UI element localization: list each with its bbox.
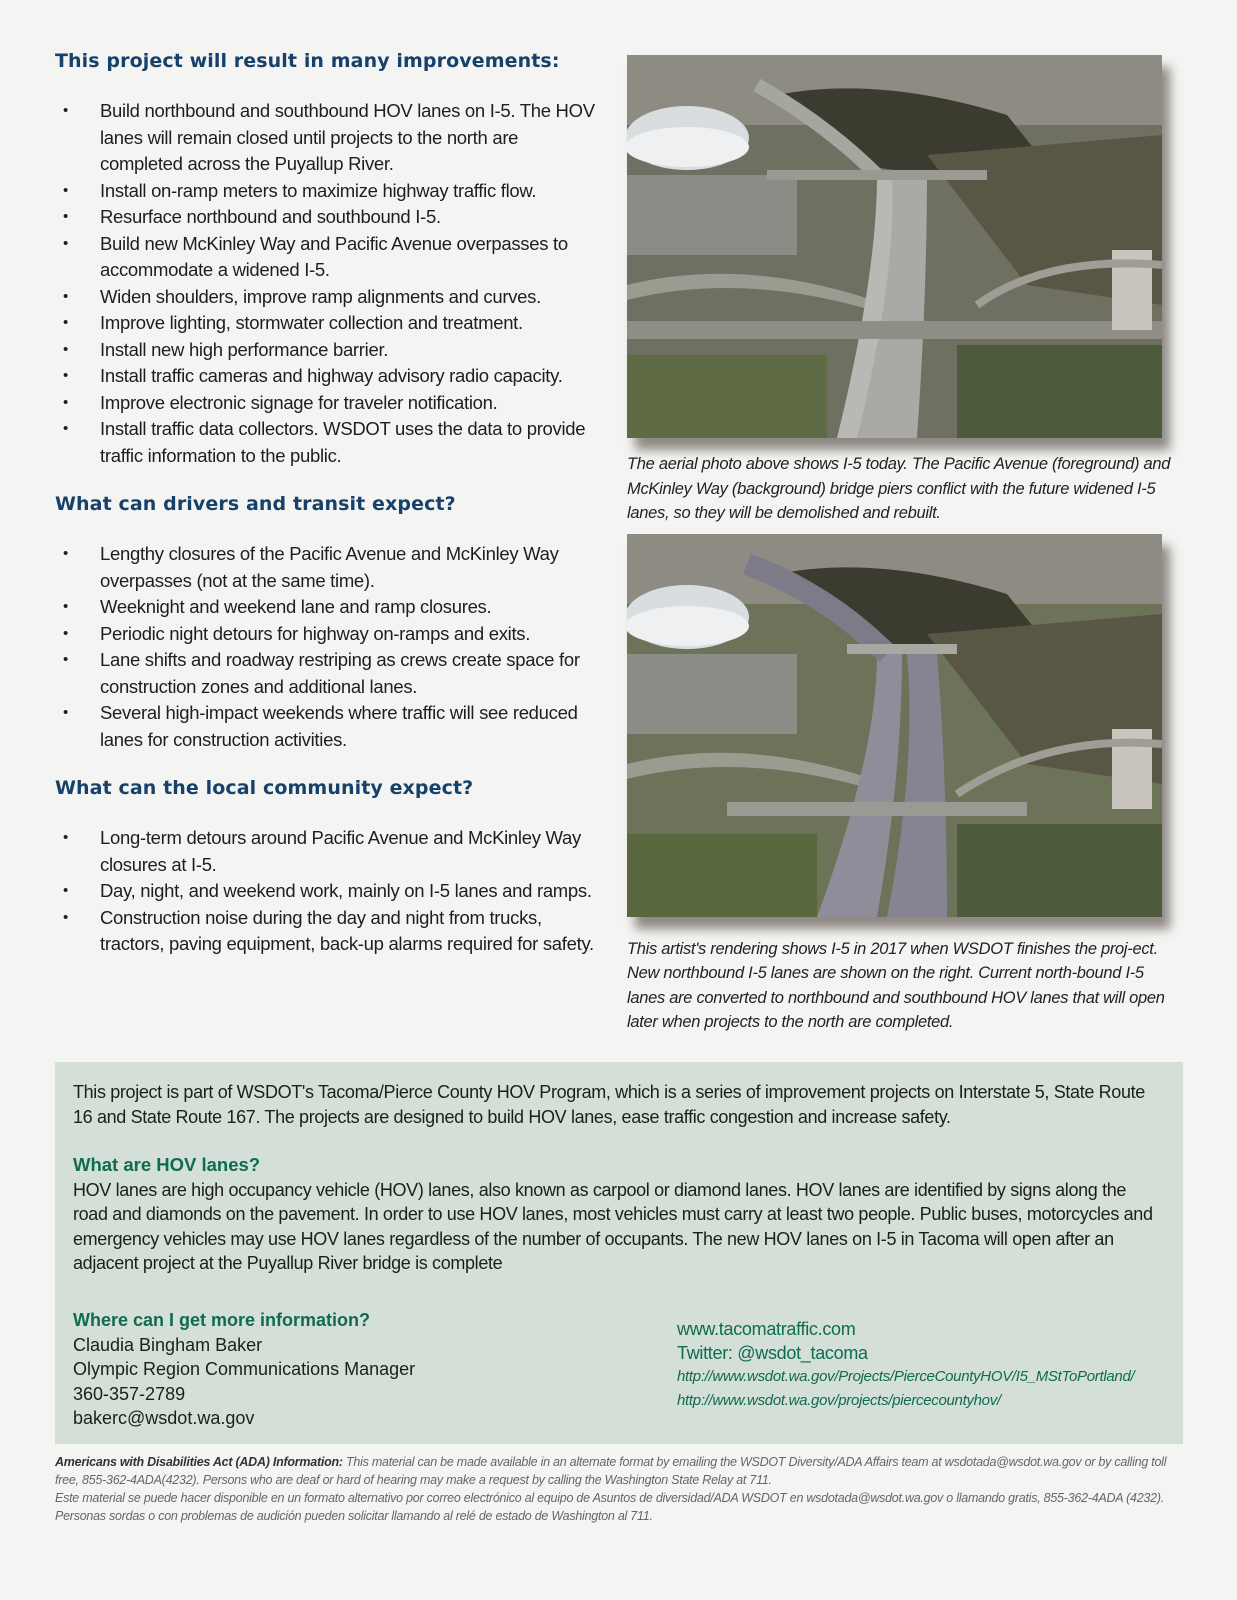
- list-item: • Lengthy closures of the Pacific Avenue and McKinley Way overpasses (not at the same time).: [55, 541, 600, 594]
- community-section: [55, 777, 600, 958]
- community-list: [55, 825, 600, 958]
- hov-lanes-heading: What are HOV lanes?: [73, 1154, 261, 1175]
- contact-email[interactable]: bakerc@wsdot.wa.gov: [73, 1408, 255, 1428]
- community-heading: What can the local community expect?: [55, 777, 474, 799]
- program-intro: This project is part of WSDOT's Tacoma/Pierce County HOV Program, which is a series of improvement projects on Interstate 5, State Route 16 and State Route 167. The projects are designed to build HOV lanes, ease traffic congestion and increase safety.: [73, 1082, 1145, 1127]
- list-item: • Resurface northbound and southbound I-5.: [55, 204, 600, 231]
- aerial-photo-today: [627, 55, 1162, 438]
- links-block: [677, 1317, 1134, 1413]
- hov-program-infobox: [55, 1062, 1183, 1444]
- drivers-heading: What can drivers and transit expect?: [55, 493, 456, 515]
- list-item: • Install on-ramp meters to maximize highway traffic flow.: [55, 178, 600, 205]
- list-item: • Install traffic data collectors. WSDOT uses the data to provide traffic information to the public.: [55, 416, 600, 469]
- photo-caption-rendering: This artist's rendering shows I-5 in 2017 when WSDOT finishes the proj-ect. New northbound I-5 lanes are shown on the right. Current north-bound I-5 lanes are converted to northbound and southbound HOV lanes that will open later when projects to the north are completed.: [627, 939, 1165, 1031]
- contact-block: [73, 1308, 415, 1431]
- list-item: • Lane shifts and roadway restriping as crews create space for construction zones and additional lanes.: [55, 647, 600, 700]
- hov-lanes-text: HOV lanes are high occupancy vehicle (HOV) lanes, also known as carpool or diamond lanes. HOV lanes are identified by signs along the road and diamonds on the pavement. In order to use HOV lanes, most vehicles must carry at least two people. Public buses, motorcycles and emergency vehicles may use HOV lanes regardless of the number of occupants. The new HOV lanes on I-5 in Tacoma will open after an adjacent project at the Puyallup River bridge is complete: [73, 1179, 1153, 1273]
- improvements-heading: This project will result in many improvements:: [55, 50, 560, 72]
- list-item: • Widen shoulders, improve ramp alignments and curves.: [55, 284, 600, 311]
- list-item: • Improve electronic signage for traveler notification.: [55, 390, 600, 417]
- project-url-link[interactable]: http://www.wsdot.wa.gov/Projects/PierceCountyHOV/I5_MStToPortland/: [677, 1368, 1135, 1385]
- ada-spanish: Este material se puede hacer disponible en un formato alternativo por correo electrónico al equipo de Asuntos de diversidad/ADA WSDOT en wsdotada@wsdot.wa.gov o llamando gratis, 855-362-4ADA (4232). Personas sordas o con problemas de audición pueden solicitar llamando al relé de estado de Washington al 711.: [55, 1491, 1164, 1523]
- list-item: • Install traffic cameras and highway advisory radio capacity.: [55, 363, 600, 390]
- list-item: • Long-term detours around Pacific Avenue and McKinley Way closures at I-5.: [55, 825, 600, 878]
- twitter-link[interactable]: Twitter: @wsdot_tacoma: [677, 1343, 868, 1363]
- contact-title: Olympic Region Communications Manager: [73, 1359, 416, 1379]
- rendering-photo-image: [627, 534, 1162, 917]
- list-item: • Day, night, and weekend work, mainly on I-5 lanes and ramps.: [55, 878, 600, 905]
- list-item: • Several high-impact weekends where traffic will see reduced lanes for construction activities.: [55, 700, 600, 753]
- list-item: • Weeknight and weekend lane and ramp closures.: [55, 594, 600, 621]
- ada-english-text: This material can be made available in an alternate format by emailing the WSDOT Diversity/ADA Affairs team at wsdotada@wsdot.wa.gov or by calling toll free, 855-362-4ADA(4232). Persons who are deaf or hard of hearing may make a request by calling the Washington State Relay at 711.: [55, 1455, 1167, 1487]
- list-item: • Improve lighting, stormwater collection and treatment.: [55, 310, 600, 337]
- aerial-photo-image: [627, 55, 1162, 438]
- photo-caption-today: The aerial photo above shows I-5 today. The Pacific Avenue (foreground) and McKinley Way (background) bridge piers conflict with the future widened I-5 lanes, so they will be demolished and rebuilt.: [627, 455, 1171, 522]
- list-item: • Install new high performance barrier.: [55, 337, 600, 364]
- website-link[interactable]: www.tacomatraffic.com: [677, 1319, 856, 1339]
- list-item: • Periodic night detours for highway on-ramps and exits.: [55, 621, 600, 648]
- right-column: [627, 55, 1172, 1035]
- program-url-link[interactable]: http://www.wsdot.wa.gov/projects/piercecountyhov/: [677, 1392, 1001, 1409]
- contact-name: Claudia Bingham Baker: [73, 1334, 263, 1355]
- contact-phone[interactable]: 360-357-2789: [73, 1383, 186, 1404]
- drivers-section: [55, 493, 600, 753]
- drivers-list: [55, 541, 600, 753]
- left-column: [55, 50, 600, 982]
- list-item: • Build new McKinley Way and Pacific Avenue overpasses to accommodate a widened I-5.: [55, 231, 600, 284]
- ada-label: Americans with Disabilities Act (ADA) Information:: [55, 1455, 343, 1469]
- list-item: • Build northbound and southbound HOV lanes on I-5. The HOV lanes will remain closed until projects to the north are completed across the Puyallup River.: [55, 98, 600, 178]
- ada-english: [55, 1453, 1185, 1489]
- list-item: • Construction noise during the day and night from trucks, tractors, paving equipment, back-up alarms required for safety.: [55, 905, 600, 958]
- improvements-list: [55, 98, 600, 469]
- improvements-section: [55, 50, 600, 469]
- more-info-heading: Where can I get more information?: [73, 1310, 371, 1330]
- rendering-photo-2017: [627, 534, 1162, 917]
- ada-notice: [55, 1453, 1185, 1525]
